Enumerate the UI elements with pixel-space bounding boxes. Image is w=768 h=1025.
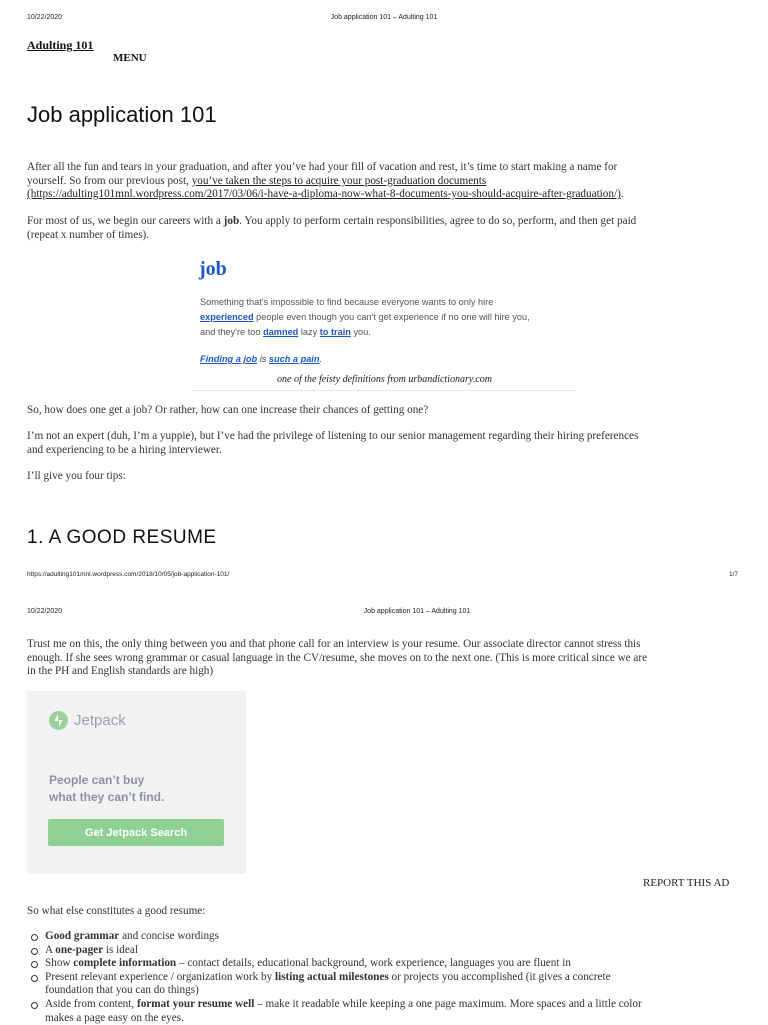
urban-text: lazy — [298, 327, 320, 337]
tip-text: and concise wordings — [119, 930, 219, 942]
previous-post-link[interactable]: you’ve taken the steps to acquire your post-graduation documents — [191, 174, 487, 187]
tip-text: – contact details, educational background, work experience, languages you are fluent in — [176, 957, 571, 970]
print-header-title: Job application 101 – Adulting 101 — [363, 608, 471, 615]
jetpack-tagline — [49, 772, 164, 806]
urban-text: you. — [350, 327, 371, 337]
urban-link-experienced: experienced — [200, 312, 254, 322]
list-item — [27, 930, 757, 944]
urban-definition-line — [200, 325, 576, 340]
urban-definition — [200, 295, 576, 340]
tip-text: Present relevant experience / organization work by — [45, 970, 275, 983]
careers-line: (repeat x number of times). — [27, 228, 150, 241]
tips-intro: I’ll give you four tips: — [27, 470, 126, 482]
intro-text: . — [620, 188, 624, 201]
intro-text: yourself. So from our previous post, — [27, 174, 192, 187]
urban-link-to-train: to train — [319, 327, 351, 337]
tip-text: – make it readable while keeping a one page maximum. More spaces and a little color — [254, 997, 642, 1010]
urban-word: job — [199, 258, 227, 280]
tip-bold: format your resume well — [136, 997, 255, 1010]
urban-text: is — [257, 354, 269, 364]
tip-bold: complete information — [73, 957, 177, 970]
bullet-circle-icon — [31, 975, 38, 982]
tip-text: makes a page easy on the eyes. — [45, 1011, 184, 1024]
menu-button[interactable]: MENU — [113, 52, 147, 64]
print-footer-page: 1/7 — [729, 571, 739, 578]
bullet-circle-icon — [31, 1002, 38, 1009]
expert-paragraph — [27, 430, 747, 457]
careers-bold-job: job — [223, 215, 240, 227]
tip-bold: listing actual milestones — [274, 970, 389, 983]
jetpack-bolt-icon — [49, 711, 68, 730]
tip-text: is ideal — [103, 943, 138, 956]
bullet-circle-icon — [31, 948, 38, 955]
list-item — [27, 957, 757, 971]
intro-line — [27, 188, 747, 202]
site-title-link[interactable]: Adulting 101 — [27, 38, 94, 52]
trust-line: in the PH and English standards are high) — [27, 665, 214, 678]
jetpack-tagline-line: what they can’t find. — [49, 790, 165, 804]
jetpack-brand: Jetpack — [74, 712, 126, 729]
careers-line — [27, 215, 747, 229]
intro-paragraph — [27, 161, 747, 202]
resume-constituents-intro: So what else constitutes a good resume: — [27, 905, 206, 917]
list-item — [27, 944, 757, 958]
careers-paragraph — [27, 215, 747, 242]
print-header-title: Job application 101 – Adulting 101 — [330, 14, 438, 21]
get-jetpack-search-button[interactable]: Get Jetpack Search — [48, 819, 224, 846]
jetpack-tagline-line: People can’t buy — [49, 773, 145, 787]
tip-bold: one-pager — [55, 943, 104, 956]
urban-link-finding-a-job: Finding a job — [200, 354, 258, 364]
urban-text: people even though you can't get experience if no one will hire you, — [253, 312, 530, 322]
trust-line: enough. If she sees wrong grammar or casual language in the CV/resume, she moves on to the next one. (This is more critical since we are — [27, 651, 648, 664]
urban-text: and they're too — [200, 327, 264, 337]
urban-link-such-a-pain: such a pain — [268, 354, 320, 364]
list-item — [27, 971, 757, 998]
image-caption: one of the feisty definitions from urbandictionary.com — [277, 374, 492, 385]
jetpack-ad[interactable] — [27, 691, 246, 874]
expert-line: I’m not an expert (duh, I’m a yuppie), but I’ve had the privilege of listening to our senior management regarding their hiring preferences — [27, 430, 639, 442]
previous-post-url-link[interactable]: (https://adulting101mnl.wordpress.com/2017/03/06/i-have-a-diploma-now-what-8-documents-you-should-acquire-after-graduation/) — [27, 188, 621, 201]
urban-dictionary-image — [193, 253, 576, 391]
tip-text: or projects you accomplished (it gives a concrete — [388, 970, 611, 983]
careers-text: . You apply to perform certain responsibilities, agree to do so, perform, and then get paid — [239, 215, 637, 227]
bullet-circle-icon — [31, 961, 38, 968]
print-footer-url: https://adulting101mnl.wordpress.com/2018/10/05/job-application-101/ — [27, 571, 230, 578]
careers-text: For most of us, we begin our careers with a — [27, 215, 224, 227]
tip-text: foundation that you can do things) — [45, 984, 199, 997]
question-paragraph: So, how does one get a job? Or rather, how can one increase their chances of getting one? — [27, 404, 429, 416]
urban-definition-line — [200, 310, 576, 325]
intro-line — [27, 175, 747, 189]
trust-paragraph — [27, 638, 757, 679]
tip-bold: Good grammar — [45, 930, 120, 942]
trust-line: Trust me on this, the only thing between you and that phone call for an interview is your resume. Our associate director cannot stress this — [27, 638, 641, 650]
tip-text: Show — [45, 957, 74, 970]
resume-tips-list — [27, 930, 757, 1025]
tip-text: A — [45, 943, 56, 956]
urban-definition-line: Something that's impossible to find because everyone wants to only hire — [200, 297, 494, 307]
urban-link-damned: damned — [263, 327, 299, 337]
intro-line: After all the fun and tears in your graduation, and after you’ve had your fill of vacation and rest, it’s time to start making a name for — [27, 161, 618, 173]
urban-text: . — [319, 354, 323, 364]
expert-line: and experiencing to be a hiring interviewer. — [27, 443, 222, 456]
list-item — [27, 998, 757, 1025]
bullet-circle-icon — [31, 934, 38, 941]
print-header-date: 10/22/2020 — [27, 14, 63, 21]
jetpack-logo — [49, 711, 126, 730]
post-title: Job application 101 — [27, 102, 217, 127]
report-ad-link[interactable]: REPORT THIS AD — [643, 877, 730, 889]
section-heading-good-resume: 1. A GOOD RESUME — [27, 527, 217, 548]
urban-example — [200, 354, 322, 364]
tip-text: Aside from content, — [45, 997, 137, 1010]
print-header-date: 10/22/2020 — [27, 608, 63, 615]
